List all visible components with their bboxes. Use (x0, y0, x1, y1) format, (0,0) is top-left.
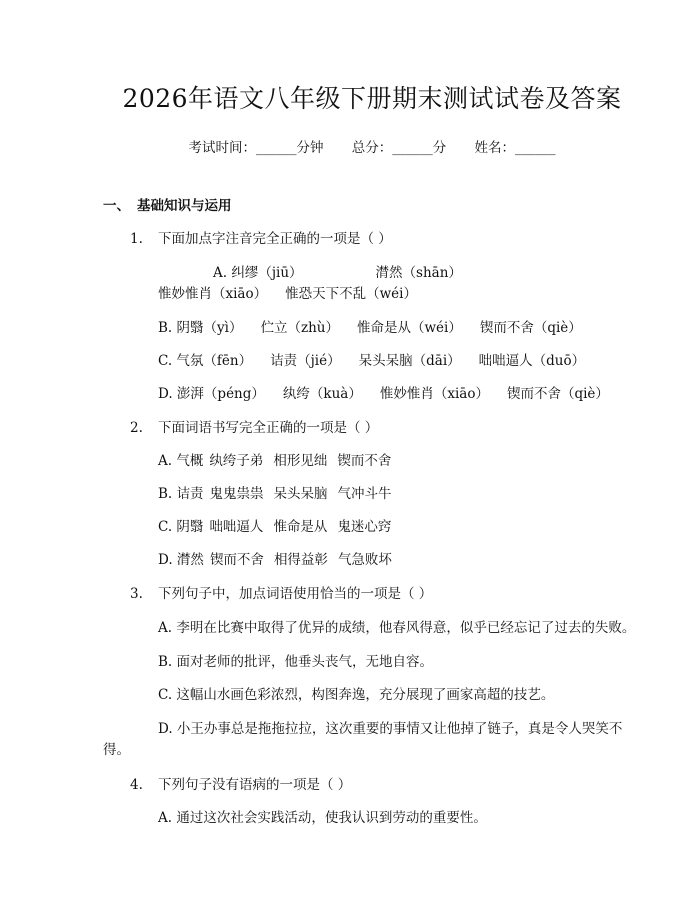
option-1d (103, 385, 644, 404)
question-4 (103, 776, 644, 794)
option-term: 气急败坏 (337, 552, 392, 568)
question-2 (103, 419, 644, 437)
question-1 (103, 230, 644, 248)
option-term: 纨绔子弟 (209, 453, 264, 469)
option-term: 鬼鬼祟祟 (209, 486, 264, 502)
option-4a: A. 通过这次社会实践活动，使我认识到劳动的重要性。 (158, 810, 487, 826)
exam-time: 考试时间：______分钟 (188, 140, 324, 156)
question-number: 1. (130, 231, 143, 247)
option-term: 锲而不舍 (209, 552, 264, 568)
question-stem: 下面加点字注音完全正确的一项是（ ） (158, 231, 392, 247)
option-3d: D. 小王办事总是拖拖拉拉，这次重要的事情又让他掉了链子，真是令人哭笑不得。 (103, 721, 623, 758)
exam-title: 2026年语文八年级下册期末测试试卷及答案 (122, 84, 622, 113)
option-term: D. 潸然 (158, 552, 204, 568)
option-1a (103, 263, 644, 305)
student-name: 姓名：______ (474, 140, 556, 156)
option-term: 锲而不舍 (337, 453, 392, 469)
option-term: 惟恐天下不乱（wéi） (285, 286, 417, 302)
option-term: 咄咄逼人（duō） (478, 353, 586, 369)
section-number: 一、 (103, 198, 130, 214)
option-term: 锲而不舍（qiè） (506, 386, 609, 402)
option-term: B. 诘责 (158, 486, 204, 502)
option-term: 相得益彰 (273, 552, 328, 568)
option-term: C. 气氛（fēn） (158, 353, 253, 369)
option-2d (103, 551, 644, 570)
option-term: B. 阴翳（yì） (158, 320, 243, 336)
option-term: A. 气概 (158, 453, 204, 469)
option-term: 伫立（zhù） (260, 320, 339, 336)
option-term: 惟妙惟肖（xiāo） (158, 286, 268, 302)
option-term: 惟命是从（wéi） (356, 320, 462, 336)
option-term: 纨绔（kuà） (282, 386, 362, 402)
option-term: 相形见绌 (273, 453, 328, 469)
question-number: 4. (130, 777, 143, 793)
option-term: 惟妙惟肖（xiāo） (379, 386, 489, 402)
option-term: 咄咄逼人 (209, 519, 264, 535)
option-3b: B. 面对老师的批评，他垂头丧气，无地自容。 (158, 654, 434, 670)
total-score: 总分：______分 (351, 140, 447, 156)
option-2a (103, 452, 644, 471)
option-term: 惟命是从 (273, 519, 328, 535)
question-stem: 下面词语书写完全正确的一项是（ ） (158, 420, 379, 436)
option-3a: A. 李明在比赛中取得了优异的成绩，他春风得意，似乎已经忘记了过去的失败。 (158, 620, 636, 636)
question-number: 2. (130, 420, 143, 436)
option-term: 鬼迷心窍 (337, 519, 392, 535)
question-stem: 下列句子没有语病的一项是（ ） (158, 777, 352, 793)
option-term: 锲而不舍（qiè） (479, 320, 582, 336)
section-label: 基础知识与运用 (137, 198, 232, 214)
option-1c (103, 352, 644, 371)
option-term: D. 澎湃（péng） (158, 386, 265, 402)
option-term: 气冲斗牛 (337, 486, 392, 502)
option-3c: C. 这幅山水画色彩浓烈，构图奔逸，充分展现了画家高超的技艺。 (158, 687, 555, 703)
option-2c (103, 518, 644, 537)
option-term: A. 纠缪（jiū） (213, 265, 303, 281)
option-term: 呆头呆脑 (273, 486, 328, 502)
option-term: 诘责（jié） (270, 353, 341, 369)
option-term: 潸然（shān） (375, 265, 462, 281)
question-number: 3. (130, 586, 143, 602)
option-2b (103, 485, 644, 504)
question-3 (103, 585, 644, 603)
question-stem: 下列句子中，加点词语使用恰当的一项是（ ） (158, 586, 433, 602)
exam-meta (100, 139, 644, 157)
option-term: C. 阴翳 (158, 519, 204, 535)
option-1b (103, 319, 644, 338)
option-term: 呆头呆脑（dāi） (358, 353, 461, 369)
section-heading (103, 197, 644, 215)
